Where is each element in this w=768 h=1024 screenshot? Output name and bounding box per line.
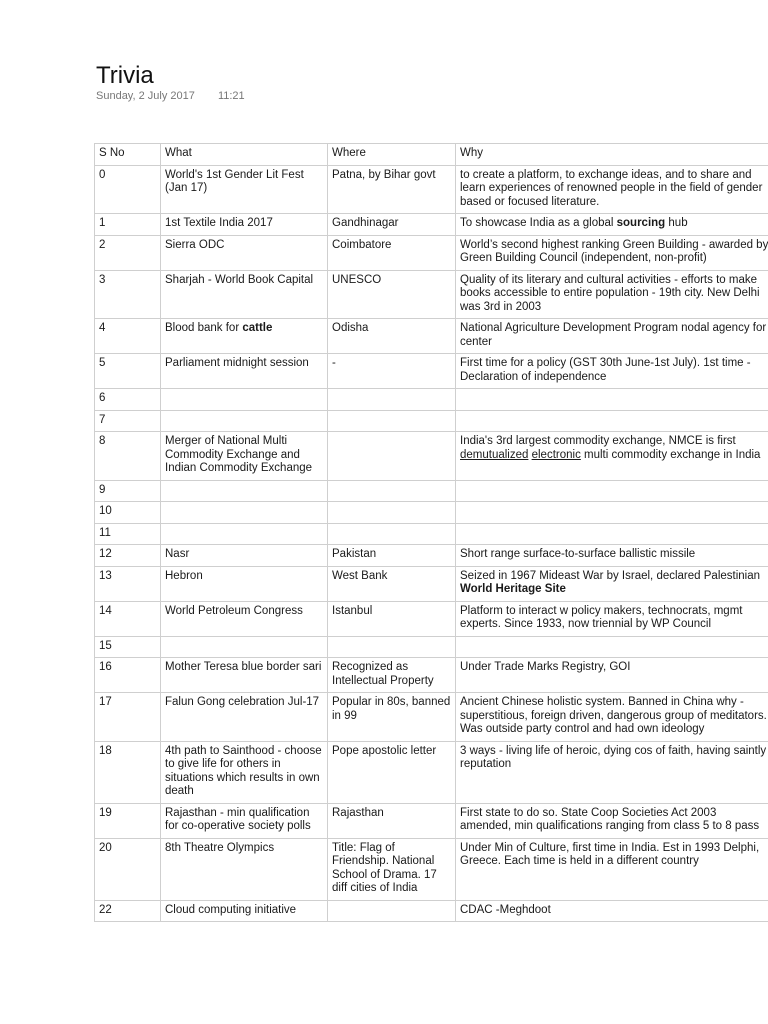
table-row: [95, 545, 768, 567]
table-row: [95, 693, 768, 742]
cell-why: Ancient Chinese holistic system. Banned in China why - superstitious, foreign driven, dangerous group of meditators. Was outside party control and had own ideology: [456, 693, 768, 742]
trivia-table: [94, 143, 768, 922]
cell-sno: 8: [95, 432, 161, 481]
cell-what: Mother Teresa blue border sari: [161, 658, 328, 693]
cell-what: [161, 389, 328, 411]
cell-what: [161, 410, 328, 432]
header-where: Where: [328, 144, 456, 166]
header-what: What: [161, 144, 328, 166]
cell-sno: 18: [95, 741, 161, 803]
cell-what: Parliament midnight session: [161, 354, 328, 389]
cell-where: [328, 389, 456, 411]
table-row: [95, 389, 768, 411]
cell-why: [456, 523, 768, 545]
page-title: Trivia: [96, 62, 154, 89]
cell-sno: 16: [95, 658, 161, 693]
header-sno: S No: [95, 144, 161, 166]
cell-what: Sierra ODC: [161, 235, 328, 270]
cell-what: Sharjah - World Book Capital: [161, 270, 328, 319]
cell-what: Merger of National Multi Commodity Exchange and Indian Commodity Exchange: [161, 432, 328, 481]
table-body: [95, 165, 768, 922]
table-row: [95, 658, 768, 693]
cell-where: UNESCO: [328, 270, 456, 319]
header-why: Why: [456, 144, 768, 166]
cell-sno: 14: [95, 601, 161, 636]
cell-text-segment: Seized in 1967 Mideast War by Israel, declared Palestinian: [460, 569, 761, 582]
table-row: [95, 235, 768, 270]
cell-why: [456, 502, 768, 524]
cell-where: [328, 480, 456, 502]
cell-what: Hebron: [161, 566, 328, 601]
cell-what: [161, 502, 328, 524]
cell-sno: 11: [95, 523, 161, 545]
cell-sno: 10: [95, 502, 161, 524]
cell-what: [161, 319, 328, 354]
cell-sno: 22: [95, 900, 161, 922]
cell-where: Title: Flag of Friendship. National School of Drama. 17 diff cities of India: [328, 838, 456, 900]
cell-sno: 6: [95, 389, 161, 411]
cell-where: Pope apostolic letter: [328, 741, 456, 803]
cell-what: 4th path to Sainthood - choose to give life for others in situations which results in own death: [161, 741, 328, 803]
cell-why: [456, 214, 768, 236]
cell-what: Cloud computing initiative: [161, 900, 328, 922]
page-time: 11:21: [217, 90, 245, 102]
cell-what: 8th Theatre Olympics: [161, 838, 328, 900]
cell-sno: 12: [95, 545, 161, 567]
table-row: [95, 900, 768, 922]
cell-text-segment: sourcing: [616, 217, 666, 229]
page-header: [96, 62, 245, 102]
cell-sno: 3: [95, 270, 161, 319]
page-meta: [96, 90, 245, 102]
cell-text-segment: cattle: [242, 322, 273, 334]
cell-where: -: [328, 354, 456, 389]
cell-text-segment: Blood bank for: [165, 322, 243, 334]
cell-text-segment: demutualized: [460, 448, 529, 461]
cell-sno: 7: [95, 410, 161, 432]
cell-text-segment: electronic: [531, 448, 581, 461]
cell-why: 3 ways - living life of heroic, dying cos of faith, having saintly reputation: [456, 741, 768, 803]
table-row: [95, 838, 768, 900]
cell-where: Pakistan: [328, 545, 456, 567]
table-row: [95, 636, 768, 658]
cell-what: [161, 480, 328, 502]
cell-sno: 19: [95, 803, 161, 838]
cell-why: First time for a policy (GST 30th June-1st July). 1st time - Declaration of independence: [456, 354, 768, 389]
table-row: [95, 502, 768, 524]
cell-where: [328, 502, 456, 524]
cell-where: Patna, by Bihar govt: [328, 165, 456, 214]
cell-sno: 13: [95, 566, 161, 601]
cell-text-segment: To showcase India as a global: [460, 217, 617, 229]
table-row: [95, 523, 768, 545]
cell-where: Coimbatore: [328, 235, 456, 270]
cell-sno: 17: [95, 693, 161, 742]
cell-why: [456, 566, 768, 601]
table-header-row: [95, 144, 768, 166]
cell-where: West Bank: [328, 566, 456, 601]
table-row: [95, 432, 768, 481]
table-row: [95, 354, 768, 389]
cell-why: World’s second highest ranking Green Building - awarded by Green Building Council (independent, non-profit): [456, 235, 768, 270]
cell-where: Recognized as Intellectual Property: [328, 658, 456, 693]
table-row: [95, 741, 768, 803]
cell-why: National Agriculture Development Program nodal agency for center: [456, 319, 768, 354]
cell-what: World's 1st Gender Lit Fest (Jan 17): [161, 165, 328, 214]
page-date: Sunday, 2 July 2017: [96, 90, 195, 102]
cell-text-segment: World Heritage Site: [460, 583, 566, 595]
cell-where: [328, 410, 456, 432]
cell-sno: 4: [95, 319, 161, 354]
cell-why: Quality of its literary and cultural activities - efforts to make books accessible to entire population - 19th city. New Delhi was 3rd in 2003: [456, 270, 768, 319]
cell-where: Odisha: [328, 319, 456, 354]
cell-why: Platform to interact w policy makers, technocrats, mgmt experts. Since 1933, now triennial by WP Council: [456, 601, 768, 636]
cell-why: [456, 636, 768, 658]
cell-sno: 1: [95, 214, 161, 236]
cell-why: [456, 432, 768, 481]
cell-why: [456, 480, 768, 502]
table-row: [95, 410, 768, 432]
table-row: [95, 270, 768, 319]
cell-what: Rajasthan - min qualification for co-operative society polls: [161, 803, 328, 838]
cell-text-segment: multi commodity exchange in India: [580, 448, 761, 461]
cell-where: [328, 523, 456, 545]
cell-text-segment: hub: [665, 217, 688, 229]
cell-sno: 20: [95, 838, 161, 900]
cell-text-segment: India's 3rd largest commodity exchange, NMCE is first: [460, 435, 736, 447]
cell-where: [328, 636, 456, 658]
cell-what: World Petroleum Congress: [161, 601, 328, 636]
cell-why: CDAC -Meghdoot: [456, 900, 768, 922]
cell-why: [456, 410, 768, 432]
cell-where: Gandhinagar: [328, 214, 456, 236]
cell-sno: 5: [95, 354, 161, 389]
table-row: [95, 601, 768, 636]
cell-why: Under Trade Marks Registry, GOI: [456, 658, 768, 693]
cell-sno: 9: [95, 480, 161, 502]
table-row: [95, 803, 768, 838]
cell-where: Istanbul: [328, 601, 456, 636]
cell-what: Nasr: [161, 545, 328, 567]
table-row: [95, 319, 768, 354]
cell-sno: 15: [95, 636, 161, 658]
cell-where: [328, 432, 456, 481]
cell-why: First state to do so. State Coop Societies Act 2003 amended, min qualifications ranging from class 5 to 8 pass: [456, 803, 768, 838]
table-row: [95, 214, 768, 236]
cell-where: Rajasthan: [328, 803, 456, 838]
cell-where: [328, 900, 456, 922]
cell-why: to create a platform, to exchange ideas, and to share and learn experiences of renowned people in the field of gender based or focused literature.: [456, 165, 768, 214]
cell-sno: 0: [95, 165, 161, 214]
table-row: [95, 566, 768, 601]
cell-sno: 2: [95, 235, 161, 270]
cell-where: Popular in 80s, banned in 99: [328, 693, 456, 742]
table-row: [95, 165, 768, 214]
cell-what: [161, 523, 328, 545]
cell-what: Falun Gong celebration Jul-17: [161, 693, 328, 742]
table-row: [95, 480, 768, 502]
cell-what: [161, 636, 328, 658]
cell-what: 1st Textile India 2017: [161, 214, 328, 236]
cell-why: Short range surface-to-surface ballistic missile: [456, 545, 768, 567]
cell-why: [456, 389, 768, 411]
cell-why: Under Min of Culture, first time in India. Est in 1993 Delphi, Greece. Each time is held in a different country: [456, 838, 768, 900]
